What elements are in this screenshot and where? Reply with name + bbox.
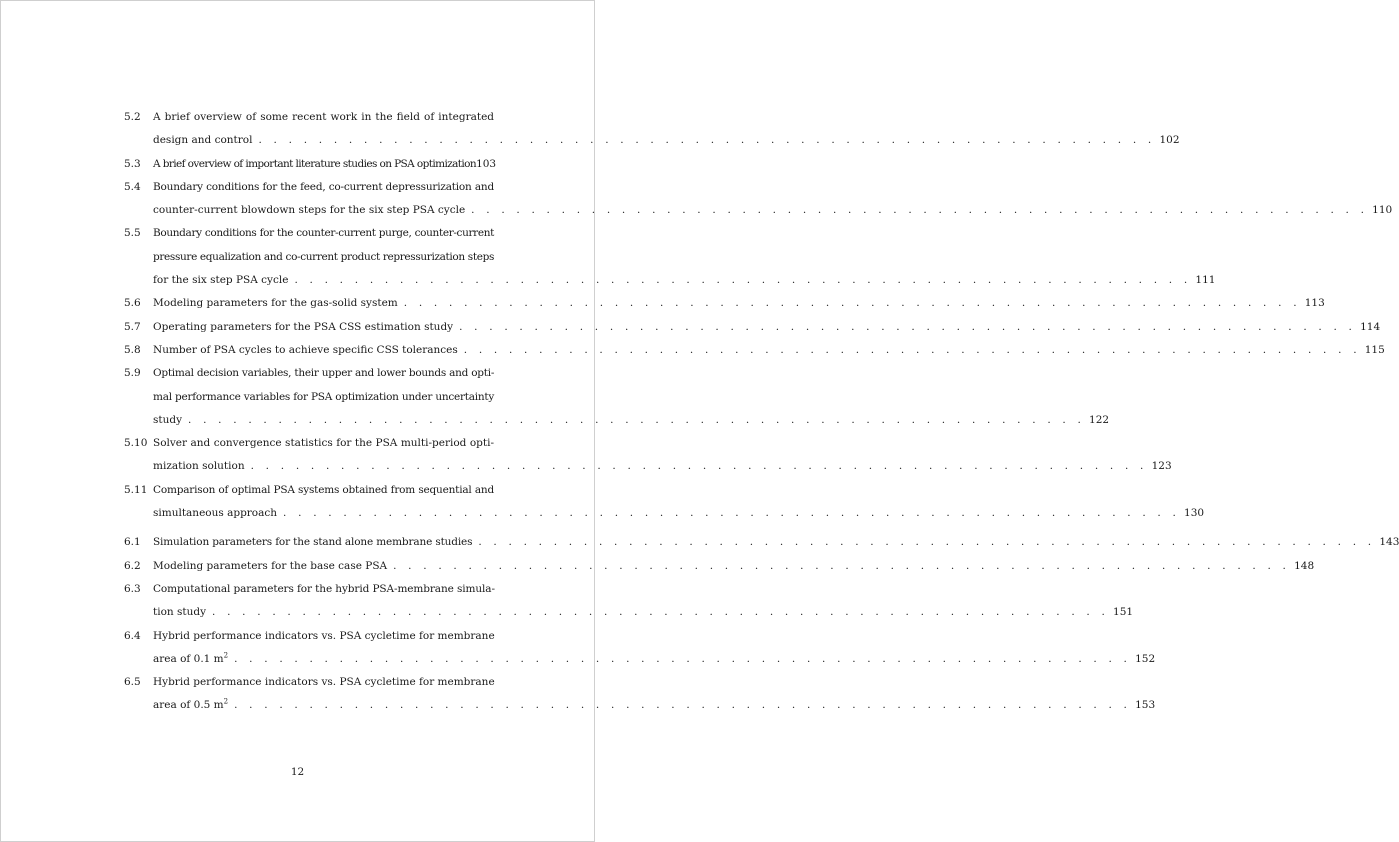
- caption-text: Number of PSA cycles to achieve specific CSS tolerances: [153, 343, 458, 356]
- caption-text: A brief overview of important literature studies on PSA optimization: [153, 157, 477, 170]
- page-ref: 103: [476, 157, 497, 170]
- caption-text: area of 0.1 $m^2$: [153, 651, 229, 665]
- entry-number: 5.11: [124, 483, 148, 496]
- dot-leader: . . . . . . . . . . . . . . . . . . . . . . . . . . . . . . . . . . . . . . . . . . . . . . . . . . . . . . . . . . . .: [294, 274, 1192, 287]
- caption-last-line: [153, 555, 1315, 578]
- dot-leader: . . . . . . . . . . . . . . . . . . . . . . . . . . . . . . . . . . . . . . . . . . . . . . . . . . . . . . . . . . . .: [234, 652, 1132, 665]
- caption-last-line: [153, 409, 1110, 432]
- caption-text: area of 0.5 $m^2$: [153, 697, 229, 712]
- page-ref: 151: [1113, 606, 1134, 619]
- page-ref: 102: [1159, 134, 1180, 147]
- entry-caption: [153, 531, 1399, 554]
- caption-last-line: [153, 601, 1134, 624]
- toc-entry[interactable]: [124, 531, 1399, 554]
- page-number: 12: [290, 766, 305, 778]
- toc-entry[interactable]: [124, 479, 1205, 526]
- entry-caption: [153, 362, 1110, 432]
- caption-text: Operating parameters for the PSA CSS estimation study: [153, 320, 454, 333]
- dot-leader: . . . . . . . . . . . . . . . . . . . . . . . . . . . . . . . . . . . . . . . . . . . . . . . . . . . . . . . . . . . .: [212, 606, 1110, 619]
- caption-line: Boundary conditions for the feed, co-current depressurization and: [153, 180, 494, 193]
- toc-entry[interactable]: [124, 153, 497, 176]
- entry-caption: [153, 176, 1393, 223]
- superscript: 2: [223, 651, 229, 660]
- dot-leader: . . . . . . . . . . . . . . . . . . . . . . . . . . . . . . . . . . . . . . . . . . . . . . . . . . . . . . . . . . . .: [478, 536, 1376, 549]
- caption-line: Hybrid performance indicators vs. PSA cycletime for membrane: [153, 676, 495, 689]
- page-ref: 115: [1364, 343, 1385, 356]
- toc-entry[interactable]: [124, 625, 1156, 672]
- page-ref: 113: [1304, 297, 1325, 310]
- toc-entry[interactable]: [124, 339, 1385, 362]
- entry-number: 6.2: [124, 559, 141, 572]
- caption-line: Computational parameters for the hybrid PSA-membrane simula-: [153, 582, 495, 595]
- caption-last-line: [153, 199, 1393, 222]
- page-ref: 152: [1135, 652, 1156, 665]
- entry-number: 6.5: [124, 676, 141, 689]
- caption-text: mization solution: [153, 460, 245, 473]
- entry-number: 5.2: [124, 111, 141, 123]
- caption-last-line: [153, 648, 1156, 671]
- entry-caption: [153, 578, 1134, 625]
- dot-leader: . . . . . . . . . . . . . . . . . . . . . . . . . . . . . . . . . . . . . . . . . . . . . . . . . . . . . . . . . . . .: [250, 460, 1148, 473]
- toc-entry[interactable]: [124, 316, 1381, 339]
- caption-line: mal performance variables for PSA optimization under uncertainty: [153, 390, 494, 403]
- dot-leader: . . . . . . . . . . . . . . . . . . . . . . . . . . . . . . . . . . . . . . . . . . . . . . . . . . . . . . . . . . . .: [258, 134, 1156, 147]
- caption-line: A brief overview of some recent work in the field of integrated: [153, 111, 494, 123]
- entry-caption: [153, 555, 1315, 578]
- toc-entry[interactable]: [124, 555, 1315, 578]
- caption-line: Comparison of optimal PSA systems obtained from sequential and: [153, 483, 494, 496]
- caption-text: Modeling parameters for the gas-solid system: [153, 297, 398, 310]
- caption-line: Solver and convergence statistics for the PSA multi-period opti-: [153, 437, 494, 450]
- entry-number: 5.8: [124, 343, 141, 356]
- superscript: 2: [223, 697, 229, 706]
- page-ref: 114: [1360, 320, 1381, 333]
- caption-last-line: [153, 153, 497, 176]
- list-of-tables: [124, 106, 1399, 718]
- entry-number: 5.4: [124, 180, 141, 193]
- caption-line: pressure equalization and co-current product repressurization steps: [153, 250, 494, 263]
- entry-caption: [153, 432, 1172, 479]
- entry-caption: [153, 316, 1381, 339]
- page-ref: 110: [1372, 204, 1393, 217]
- toc-entry[interactable]: [124, 106, 1180, 153]
- caption-last-line: [153, 455, 1172, 478]
- caption-text: tion study: [153, 606, 207, 619]
- dot-leader: . . . . . . . . . . . . . . . . . . . . . . . . . . . . . . . . . . . . . . . . . . . . . . . . . . . . . . . . . . . .: [463, 343, 1361, 356]
- entry-number: 5.9: [124, 367, 141, 380]
- entry-number: 5.3: [124, 157, 141, 170]
- dot-leader: . . . . . . . . . . . . . . . . . . . . . . . . . . . . . . . . . . . . . . . . . . . . . . . . . . . . . . . . . . . .: [234, 699, 1132, 712]
- caption-last-line: [153, 339, 1385, 362]
- page-ref: 148: [1294, 559, 1315, 572]
- entry-caption: [153, 339, 1385, 362]
- caption-line: Optimal decision variables, their upper and lower bounds and opti-: [153, 367, 495, 380]
- entry-number: 5.7: [124, 320, 141, 333]
- entry-caption: [153, 671, 1156, 718]
- dot-leader: . . . . . . . . . . . . . . . . . . . . . . . . . . . . . . . . . . . . . . . . . . . . . . . . . . . . . . . . . . . .: [459, 320, 1357, 333]
- caption-last-line: [153, 129, 1180, 152]
- entry-caption: [153, 479, 1205, 526]
- page-ref: 153: [1135, 699, 1156, 712]
- entry-caption: [153, 292, 1325, 315]
- toc-entry[interactable]: [124, 578, 1134, 625]
- entry-number: 6.4: [124, 629, 141, 642]
- caption-last-line: [153, 531, 1399, 554]
- dot-leader: . . . . . . . . . . . . . . . . . . . . . . . . . . . . . . . . . . . . . . . . . . . . . . . . . . . . . . . . . . . .: [403, 297, 1301, 310]
- toc-entry[interactable]: [124, 222, 1216, 292]
- caption-text: counter-current blowdown steps for the six step PSA cycle: [153, 204, 466, 217]
- caption-line: Boundary conditions for the counter-current purge, counter-current: [153, 227, 494, 240]
- toc-entry[interactable]: [124, 671, 1156, 718]
- toc-entry[interactable]: [124, 432, 1172, 479]
- entry-number: 5.6: [124, 297, 141, 310]
- entry-caption: [153, 153, 497, 176]
- caption-last-line: [153, 694, 1156, 717]
- page-ref: 122: [1089, 413, 1110, 426]
- caption-text: Simulation parameters for the stand alone membrane studies: [153, 536, 473, 549]
- entry-number: 5.5: [124, 227, 141, 240]
- caption-line: Hybrid performance indicators vs. PSA cycletime for membrane: [153, 629, 495, 642]
- caption-last-line: [153, 502, 1205, 525]
- dot-leader: . . . . . . . . . . . . . . . . . . . . . . . . . . . . . . . . . . . . . . . . . . . . . . . . . . . . . . . . . . . .: [283, 507, 1181, 520]
- toc-entry[interactable]: [124, 362, 1110, 432]
- caption-last-line: [153, 269, 1216, 292]
- entry-caption: [153, 222, 1216, 292]
- page-ref: 111: [1195, 274, 1216, 287]
- dot-leader: . . . . . . . . . . . . . . . . . . . . . . . . . . . . . . . . . . . . . . . . . . . . . . . . . . . . . . . . . . . .: [471, 204, 1369, 217]
- entry-number: 5.10: [124, 437, 148, 450]
- entry-caption: [153, 106, 1180, 153]
- toc-entry[interactable]: [124, 176, 1393, 223]
- dot-leader: . . . . . . . . . . . . . . . . . . . . . . . . . . . . . . . . . . . . . . . . . . . . . . . . . . . . . . . . . . . .: [393, 559, 1291, 572]
- entry-caption: [153, 625, 1156, 672]
- page-ref: 143: [1379, 536, 1399, 549]
- caption-text: simultaneous approach: [153, 507, 278, 520]
- caption-last-line: [153, 316, 1381, 339]
- caption-text: for the six step PSA cycle: [153, 274, 289, 287]
- caption-text: Modeling parameters for the base case PSA: [153, 559, 388, 572]
- page-ref: 130: [1184, 507, 1205, 520]
- dot-leader: . . . . . . . . . . . . . . . . . . . . . . . . . . . . . . . . . . . . . . . . . . . . . . . . . . . . . . . . . . . .: [188, 413, 1086, 426]
- toc-entry[interactable]: [124, 292, 1325, 315]
- caption-text: design and control: [153, 134, 253, 147]
- caption-last-line: [153, 292, 1325, 315]
- page-ref: 123: [1151, 460, 1172, 473]
- caption-text: study: [153, 413, 183, 426]
- entry-number: 6.3: [124, 582, 141, 595]
- entry-number: 6.1: [124, 536, 141, 549]
